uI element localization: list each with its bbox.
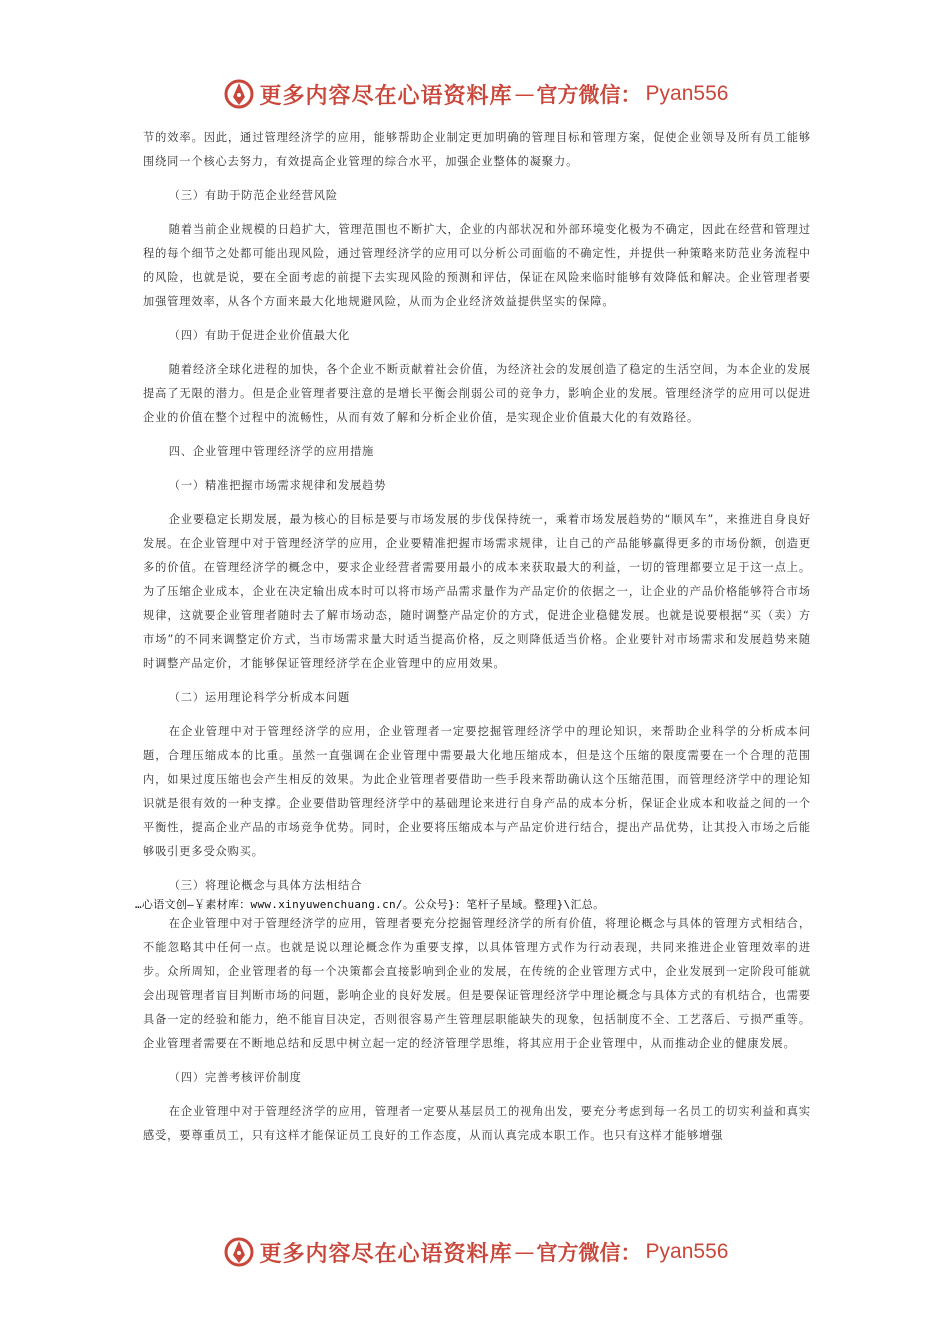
body-paragraph: 在企业管理中对于管理经济学的应用，管理者要充分挖掘管理经济学的所有价值，将理论概念与具体的管理方式相结合，不能忽略其中任何一点。也就是说以理论概念作为重要支撑，以具体管理方式作为行动表现，共同来推进企业管理效率的进步。众所周知，企业管理者的每一个决策都会直接影响到企业的发展，在传统的企业管理方式中，企业发展到一定阶段可能就会出现管理者盲目判断市场的问题，影响企业的良好发展。但是要保证管理经济学中理论概念与具体方式的有机结合，也需要具备一定的经验和能力，绝不能盲目决定，否则很容易产生管理层职能缺失的现象，包括制度不全、工艺落后、亏损严重等。企业管理者需要在不断地总结和反思中树立起一定的经济管理学思维，将其应用于企业管理中，从而推动企业的健康发展。	[143, 917, 811, 1050]
banner-wechat-id: Pyan556	[645, 1240, 729, 1263]
body-paragraph: 企业要稳定长期发展，最为核心的目标是要与市场发展的步伐保持统一，乘着市场发展趋势的“顺风车”，来推进自身良好发展。在企业管理中对于管理经济学的应用，企业要精准把握市场需求规律，让自己的产品能够赢得更多的市场份额，创造更多的价值。在管理经济学的概念中，要求企业经营者需要用最小的成本来获取最大的利益，一切的管理都要立足于这一点上。为了压缩企业成本，企业在决定输出成本时可以将市场产品需求量作为产品定价的依据之一，让企业的产品价格能够符合市场规律，这就要企业管理者随时去了解市场动态，随时调整产品定价的方式，促进企业稳健发展。也就是说要根据“买（卖）方市场”的不同来调整定价方式，当市场需求量大时适当提高价格，反之则降低适当价格。企业要针对市场需求和发展趋势来随时调整产品定价，才能够保证管理经济学在企业管理中的应用效果。	[143, 513, 811, 670]
section-heading: （三）有助于防范企业经营风险	[168, 189, 338, 202]
section-heading: （四）完善考核评价制度	[168, 1071, 302, 1084]
section-heading: 四、企业管理中管理经济学的应用措施	[168, 445, 375, 458]
body-paragraph: 随着经济全球化进程的加快，各个企业不断贡献着社会价值，为经济社会的发展创造了稳定的生活空间，为本企业的发展提高了无限的潜力。但是企业管理者要注意的是增长平衡会削弱公司的竞争力，影响企业的发展。管理经济学的应用可以促进企业的价值在整个过程中的流畅性，从而有效了解和分析企业价值，是实现企业价值最大化的有效路径。	[143, 363, 811, 424]
banner-brand: 更多内容尽在心语资料库	[259, 1240, 513, 1267]
banner-dash: —	[514, 1240, 535, 1264]
section-heading: （三）将理论概念与具体方法相结合	[168, 879, 363, 892]
banner-dash: —	[514, 82, 535, 106]
footer-banner	[0, 1232, 950, 1272]
section-heading: （二）运用理论科学分析成本问题	[168, 691, 351, 704]
body-paragraph: 在企业管理中对于管理经济学的应用，企业管理者一定要挖掘管理经济学中的理论知识，来帮助企业科学的分析成本问题，合理压缩成本的比重。虽然一直强调在企业管理中需要最大化地压缩成本，但是这个压缩的限度需要在一个合理的范围内，如果过度压缩也会产生相反的效果。为此企业管理者要借助一些手段来帮助确认这个压缩范围，而管理经济学中的理论知识就是很有效的一种支撑。企业要借助管理经济学中的基础理论来进行自身产品的成本分析，保证企业成本和收益之间的一个平衡性，提高企业产品的市场竞争优势。同时，企业要将压缩成本与产品定价进行结合，提出产品优势，让其投入市场之后能够吸引更多受众购买。	[143, 725, 811, 858]
section-heading: （一）精准把握市场需求规律和发展趋势	[168, 479, 387, 492]
body-paragraph: 在企业管理中对于管理经济学的应用，管理者一定要从基层员工的视角出发，要充分考虑到每一名员工的切实利益和真实感受，要尊重员工，只有这样才能保证员工良好的工作态度，从而认真完成本职工作。也只有这样才能够增强	[143, 1105, 811, 1142]
banner-brand: 更多内容尽在心语资料库	[259, 82, 513, 109]
body-paragraph: 节的效率。因此，通过管理经济学的应用，能够帮助企业制定更加明确的管理目标和管理方案，促使企业领导及所有员工能够围绕同一个核心去努力，有效提高企业管理的综合水平，加强企业整体的凝聚力。	[143, 131, 811, 168]
pen-nib-circle-icon	[222, 1235, 256, 1269]
pen-nib-circle-icon	[222, 77, 256, 111]
source-watermark-text: …心语文创—￥素材库：www.xinyuwenchuang.cn/。公众号}：笔杆子星域。整理}\汇总。	[135, 898, 605, 911]
banner-official-label: 官方微信：	[536, 82, 642, 107]
section-heading: （四）有助于促进企业价值最大化	[168, 329, 351, 342]
document-body	[135, 126, 811, 1148]
header-banner	[0, 74, 950, 114]
body-paragraph: 随着当前企业规模的日趋扩大，管理范围也不断扩大，企业的内部状况和外部环境变化极为不确定，因此在经营和管理过程的每个细节之处都可能出现风险，通过管理经济学的应用可以分析公司面临的不确定性，并提供一种策略来防范业务流程中的风险，也就是说，要在全面考虑的前提下去实现风险的预测和评估，保证在风险来临时能够有效降低和解决。企业管理者要加强管理效率，从各个方面来最大化地规避风险，从而为企业经济效益提供坚实的保障。	[143, 223, 811, 308]
banner-wechat-id: Pyan556	[645, 82, 729, 105]
banner-official-label: 官方微信：	[536, 1240, 642, 1265]
